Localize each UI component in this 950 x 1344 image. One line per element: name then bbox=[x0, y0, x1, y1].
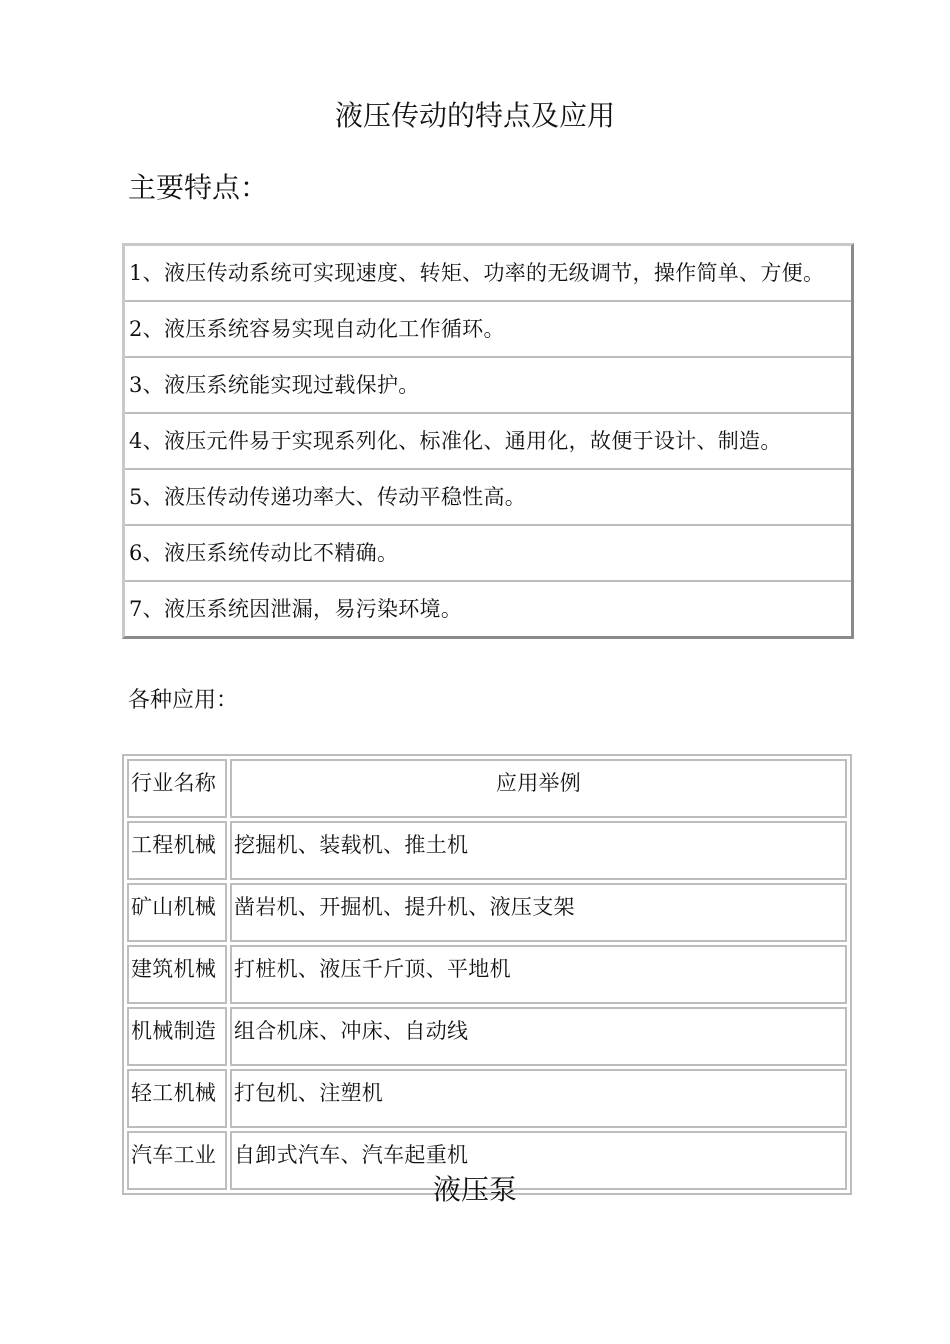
industry-cell: 轻工机械 bbox=[127, 1069, 227, 1128]
feature-item: 7、液压系统因泄漏，易污染环境。 bbox=[129, 597, 463, 621]
applications-table bbox=[122, 754, 852, 1195]
table-row bbox=[127, 1007, 847, 1066]
industry-cell: 汽车工业 bbox=[127, 1131, 227, 1190]
examples-cell: 打桩机、液压千斤顶、平地机 bbox=[230, 945, 847, 1004]
table-row bbox=[127, 821, 847, 880]
industry-cell: 建筑机械 bbox=[127, 945, 227, 1004]
applications-heading: 各种应用： bbox=[128, 688, 239, 713]
industry-cell: 工程机械 bbox=[127, 821, 227, 880]
feature-item: 5、液压传动传递功率大、传动平稳性高。 bbox=[125, 470, 851, 526]
table-row bbox=[127, 883, 847, 942]
feature-item: 2、液压系统容易实现自动化工作循环。 bbox=[125, 302, 851, 358]
table-header-row bbox=[127, 759, 847, 818]
next-section-title: 液压泵 bbox=[432, 1173, 517, 1206]
feature-item: 6、液压系统传动比不精确。 bbox=[125, 526, 851, 582]
industry-cell: 矿山机械 bbox=[127, 883, 227, 942]
industry-cell: 机械制造 bbox=[127, 1007, 227, 1066]
examples-cell: 挖掘机、装载机、推土机 bbox=[230, 821, 847, 880]
page-title: 液压传动的特点及应用 bbox=[334, 99, 615, 132]
examples-cell: 打包机、注塑机 bbox=[230, 1069, 847, 1128]
table-row bbox=[127, 1069, 847, 1128]
examples-cell: 凿岩机、开掘机、提升机、液压支架 bbox=[230, 883, 847, 942]
feature-item: 4、液压元件易于实现系列化、标准化、通用化，故便于设计、制造。 bbox=[125, 414, 851, 470]
header-industry: 行业名称 bbox=[127, 759, 227, 818]
feature-item: 3、液压系统能实现过载保护。 bbox=[125, 358, 851, 414]
examples-cell: 自卸式汽车、汽车起重机 bbox=[230, 1131, 847, 1190]
features-heading: 主要特点： bbox=[128, 171, 269, 204]
header-examples: 应用举例 bbox=[230, 759, 847, 818]
features-table bbox=[122, 243, 854, 639]
feature-item: 1、液压传动系统可实现速度、转矩、功率的无级调节，操作简单、方便。 bbox=[125, 246, 851, 302]
examples-cell: 组合机床、冲床、自动线 bbox=[230, 1007, 847, 1066]
table-row bbox=[127, 945, 847, 1004]
